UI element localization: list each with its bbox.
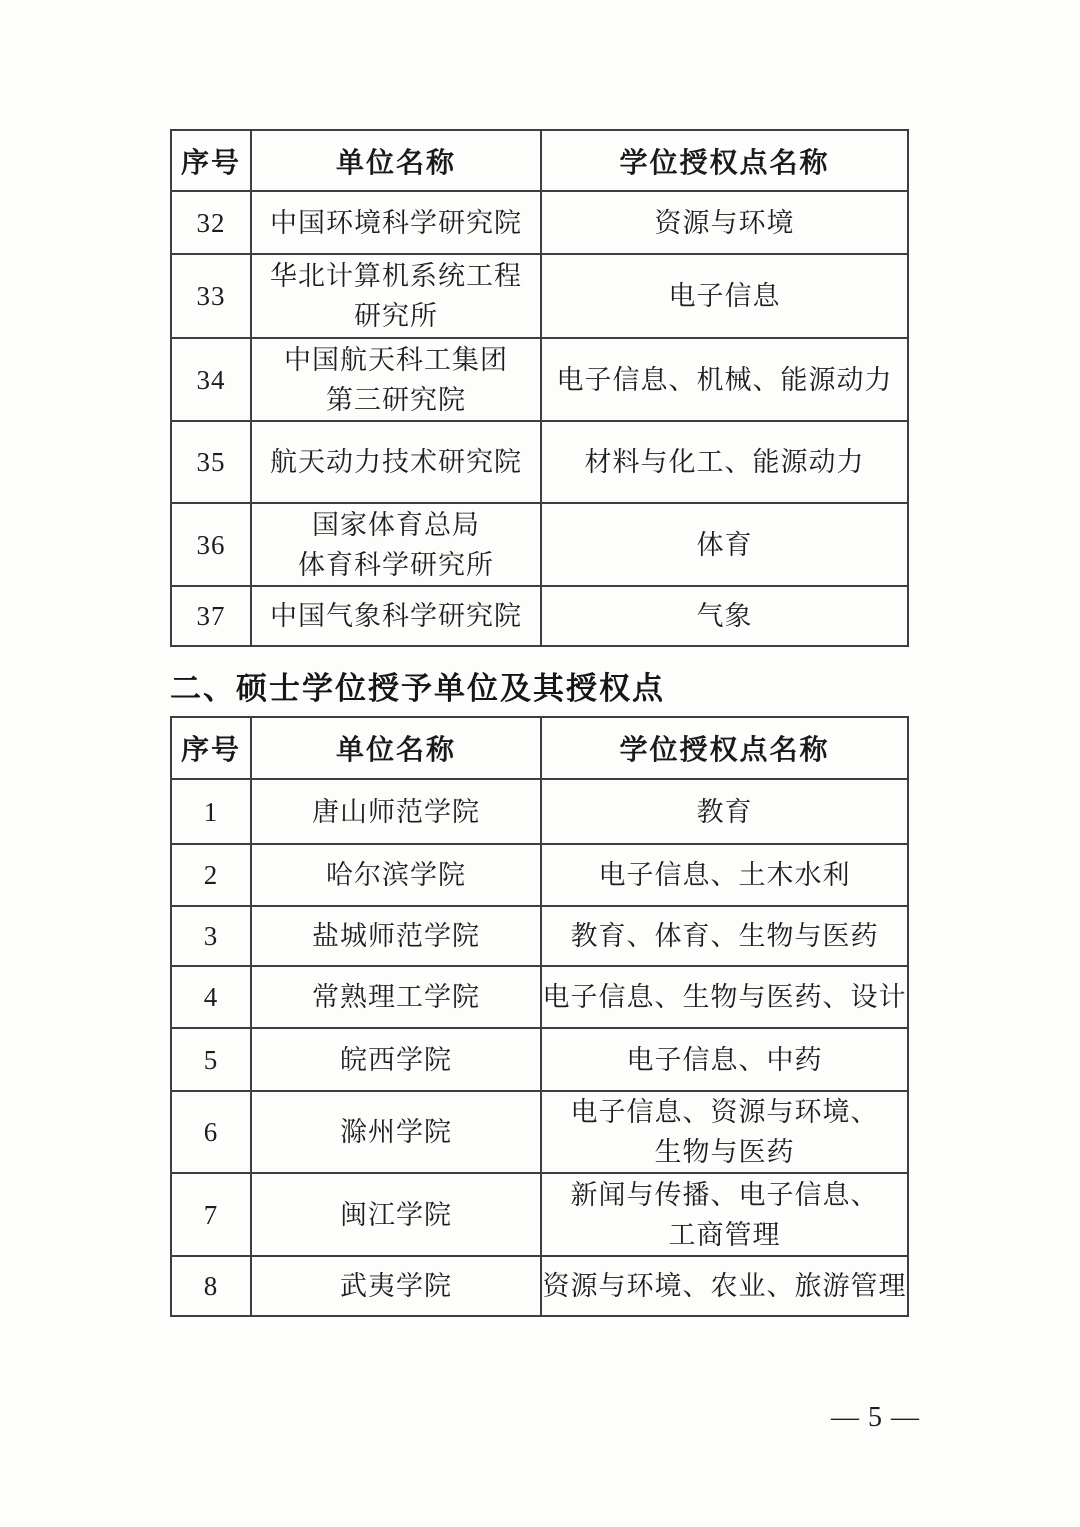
row-number-cell bbox=[171, 966, 251, 1028]
cell-text-line: 资源与环境 bbox=[654, 207, 795, 238]
unit-name-cell bbox=[251, 844, 541, 906]
cell-text-line: 体育科学研究所 bbox=[298, 549, 494, 580]
cell-text-line: 国家体育总局 bbox=[312, 509, 480, 540]
header-row bbox=[171, 717, 908, 779]
cell-text-line: 7 bbox=[203, 1199, 219, 1230]
table-row bbox=[171, 586, 908, 646]
degree-points-cell bbox=[541, 1173, 908, 1256]
row-number-cell bbox=[171, 421, 251, 503]
unit-name-cell bbox=[251, 966, 541, 1028]
cell-text-line: 教育 bbox=[696, 796, 753, 827]
section-heading-master-units: 二、硕士学位授予单位及其授权点 bbox=[170, 671, 665, 706]
degree-points-cell bbox=[541, 503, 908, 586]
cell-text-line: 资源与环境、农业、旅游管理 bbox=[542, 1271, 907, 1301]
cell-text-line: 34 bbox=[196, 364, 226, 395]
cell-text-line: 1 bbox=[203, 796, 219, 827]
degree-points-cell bbox=[541, 338, 908, 421]
page-number: — 5 — bbox=[831, 1402, 920, 1433]
cell-text-line: 气象 bbox=[696, 601, 753, 631]
cell-text-line: 工商管理 bbox=[668, 1219, 781, 1250]
cell-text-line: 3 bbox=[203, 921, 219, 951]
row-number-cell bbox=[171, 1028, 251, 1091]
degree-points-cell bbox=[541, 906, 908, 966]
cell-text-line: 中国环境科学研究院 bbox=[270, 207, 522, 238]
table-row bbox=[171, 191, 908, 254]
header-row bbox=[171, 130, 908, 191]
row-number-cell bbox=[171, 254, 251, 338]
column-header: 单位名称 bbox=[251, 130, 541, 191]
unit-name-cell bbox=[251, 503, 541, 586]
row-number-cell bbox=[171, 1256, 251, 1316]
cell-text-line: 华北计算机系统工程 bbox=[270, 261, 522, 291]
cell-text-line: 中国气象科学研究院 bbox=[270, 601, 522, 631]
cell-text-line: 36 bbox=[196, 529, 226, 560]
cell-text-line: 中国航天科工集团 bbox=[284, 344, 508, 375]
unit-name-cell bbox=[251, 1173, 541, 1256]
cell-text-line: 电子信息 bbox=[668, 281, 781, 311]
cell-text-line: 盐城师范学院 bbox=[312, 921, 480, 951]
degree-points-cell bbox=[541, 779, 908, 844]
unit-name-cell bbox=[251, 586, 541, 646]
degree-points-cell bbox=[541, 254, 908, 338]
degree-points-cell bbox=[541, 966, 908, 1028]
doctoral-units-table-continued bbox=[170, 129, 909, 647]
column-header: 学位授权点名称 bbox=[541, 717, 908, 779]
row-number-cell bbox=[171, 503, 251, 586]
unit-name-cell bbox=[251, 1028, 541, 1091]
cell-text-line: 生物与医药 bbox=[654, 1137, 795, 1167]
table-row bbox=[171, 966, 908, 1028]
table-row bbox=[171, 254, 908, 338]
row-number-cell bbox=[171, 779, 251, 844]
cell-text-line: 4 bbox=[203, 982, 219, 1012]
unit-name-cell bbox=[251, 338, 541, 421]
cell-text-line: 闽江学院 bbox=[340, 1199, 452, 1230]
cell-text-line: 哈尔滨学院 bbox=[326, 860, 466, 890]
column-header: 序号 bbox=[171, 717, 251, 779]
row-number-cell bbox=[171, 586, 251, 646]
unit-name-cell bbox=[251, 421, 541, 503]
table-row bbox=[171, 1028, 908, 1091]
degree-points-cell bbox=[541, 586, 908, 646]
cell-text-line: 常熟理工学院 bbox=[312, 982, 480, 1012]
degree-points-cell bbox=[541, 1256, 908, 1316]
master-units-table bbox=[170, 716, 909, 1317]
table-row bbox=[171, 779, 908, 844]
cell-text-line: 电子信息、中药 bbox=[626, 1044, 823, 1075]
cell-text-line: 6 bbox=[203, 1117, 219, 1147]
unit-name-cell bbox=[251, 906, 541, 966]
cell-text-line: 电子信息、土木水利 bbox=[598, 860, 851, 890]
cell-text-line: 第三研究院 bbox=[326, 384, 466, 415]
table-row bbox=[171, 503, 908, 586]
table-row bbox=[171, 1091, 908, 1173]
cell-text-line: 滁州学院 bbox=[340, 1117, 452, 1147]
cell-text-line: 37 bbox=[196, 601, 226, 631]
cell-text-line: 武夷学院 bbox=[340, 1271, 452, 1301]
table-row bbox=[171, 906, 908, 966]
degree-points-cell bbox=[541, 1091, 908, 1173]
table-row bbox=[171, 844, 908, 906]
row-number-cell bbox=[171, 844, 251, 906]
cell-text-line: 研究所 bbox=[354, 301, 438, 331]
cell-text-line: 新闻与传播、电子信息、 bbox=[570, 1179, 879, 1210]
cell-text-line: 航天动力技术研究院 bbox=[270, 447, 522, 477]
row-number-cell bbox=[171, 1173, 251, 1256]
cell-text-line: 体育 bbox=[696, 529, 753, 560]
table-row bbox=[171, 421, 908, 503]
table-row bbox=[171, 1173, 908, 1256]
table-row bbox=[171, 1256, 908, 1316]
degree-points-cell bbox=[541, 421, 908, 503]
cell-text-line: 5 bbox=[203, 1044, 219, 1075]
column-header: 单位名称 bbox=[251, 717, 541, 779]
cell-text-line: 唐山师范学院 bbox=[312, 796, 480, 827]
row-number-cell bbox=[171, 191, 251, 254]
degree-points-cell bbox=[541, 191, 908, 254]
unit-name-cell bbox=[251, 779, 541, 844]
cell-text-line: 电子信息、生物与医药、设计 bbox=[542, 982, 907, 1012]
cell-text-line: 材料与化工、能源动力 bbox=[584, 447, 865, 477]
cell-text-line: 33 bbox=[196, 281, 226, 311]
degree-points-cell bbox=[541, 1028, 908, 1091]
cell-text-line: 电子信息、资源与环境、 bbox=[570, 1097, 879, 1127]
cell-text-line: 32 bbox=[196, 207, 226, 238]
table-row bbox=[171, 338, 908, 421]
row-number-cell bbox=[171, 906, 251, 966]
cell-text-line: 教育、体育、生物与医药 bbox=[570, 921, 879, 951]
unit-name-cell bbox=[251, 1091, 541, 1173]
unit-name-cell bbox=[251, 254, 541, 338]
column-header: 序号 bbox=[171, 130, 251, 191]
unit-name-cell bbox=[251, 191, 541, 254]
unit-name-cell bbox=[251, 1256, 541, 1316]
cell-text-line: 皖西学院 bbox=[340, 1044, 452, 1075]
cell-text-line: 8 bbox=[203, 1271, 219, 1301]
degree-points-cell bbox=[541, 844, 908, 906]
cell-text-line: 2 bbox=[203, 860, 219, 890]
cell-text-line: 电子信息、机械、能源动力 bbox=[556, 364, 893, 395]
cell-text-line: 35 bbox=[196, 447, 226, 477]
row-number-cell bbox=[171, 338, 251, 421]
column-header: 学位授权点名称 bbox=[541, 130, 908, 191]
row-number-cell bbox=[171, 1091, 251, 1173]
